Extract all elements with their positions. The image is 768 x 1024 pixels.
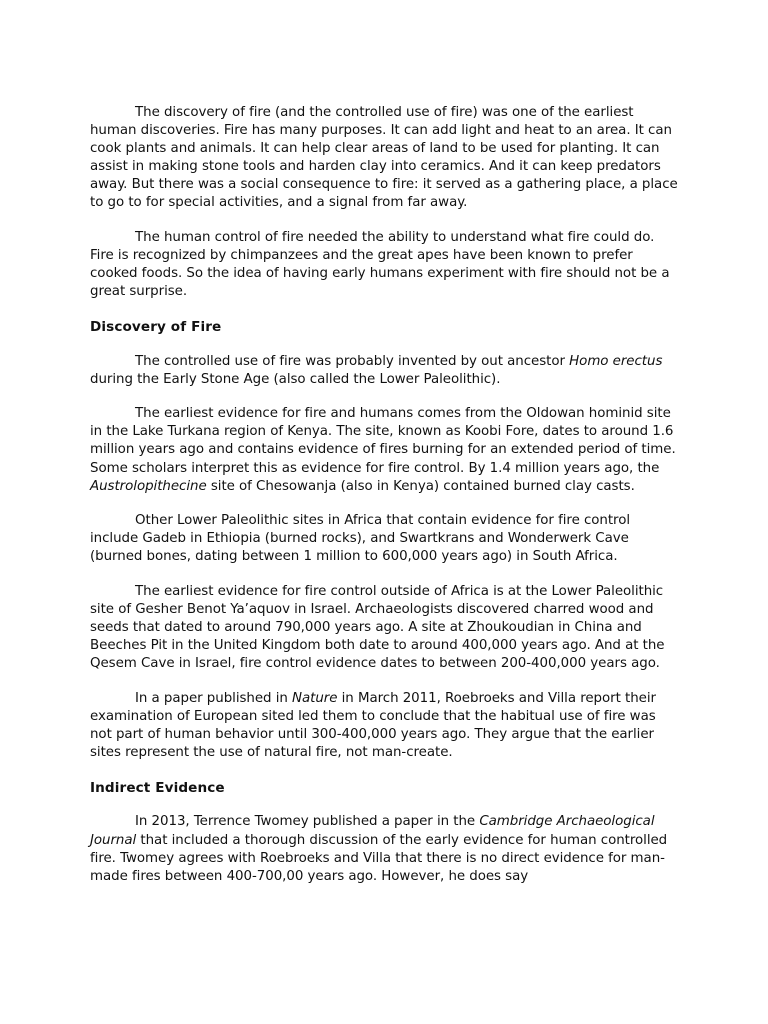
body-paragraph <box>90 813 680 885</box>
body-paragraph <box>90 690 680 762</box>
italic-term: Cambridge Archaeological Journal <box>90 814 655 848</box>
italic-term: Nature <box>292 690 338 706</box>
paragraph-text: during the Early Stone Age (also called the Lower Paleolithic). <box>90 371 501 387</box>
document-body <box>90 104 680 902</box>
body-paragraph: The human control of fire needed the ability to understand what fire could do. Fire is recognized by chimpanzees and the great apes have been known to prefer cooked foods. So the idea of having early humans experiment with fire should not be a great surprise. <box>90 230 670 300</box>
paragraph-text: In 2013, Terrence Twomey published a paper in the <box>135 814 480 830</box>
body-paragraph <box>90 405 680 495</box>
paragraph-text: In a paper published in <box>135 690 293 706</box>
body-paragraph <box>90 353 680 389</box>
paragraph-text: The controlled use of fire was probably invented by out ancestor <box>135 353 570 369</box>
section-heading: Discovery of Fire <box>90 318 222 335</box>
paragraph-text: The earliest evidence for fire and humans comes from the Oldowan hominid site in the Lake Turkana region of Kenya. The site, known as Koobi Fore, dates to around 1.6 million years ago and contains evidence of fires burning for an extended period of time. Some scholars interpret this as evidence for fire control. By 1.4 million years ago, the <box>90 406 676 476</box>
paragraph-text: site of Chesowanja (also in Kenya) contained burned clay casts. <box>206 478 635 494</box>
body-paragraph: The earliest evidence for fire control outside of Africa is at the Lower Paleolithic site of Gesher Benot Ya’aquov in Israel. Archaeologists discovered charred wood and seeds that dated to around 790,000 years ago. A site at Zhoukoudian in China and Beeches Pit in the United Kingdom both date to around 400,000 years ago. And at the Qesem Cave in Israel, fire control evidence dates to between 200-400,000 years ago. <box>90 583 665 672</box>
italic-term: Austrolopithecine <box>90 478 207 494</box>
body-paragraph: Other Lower Paleolithic sites in Africa that contain evidence for fire control include Gadeb in Ethiopia (burned rocks), and Swartkrans and Wonderwerk Cave (burned bones, dating between 1 million to 600,000 years ago) in South Africa. <box>90 513 631 565</box>
paragraph-text: in March 2011, Roebroeks and Villa report their examination of European sited led them to conclude that the habitual use of fire was not part of human behavior until 300-400,000 years ago. They argue that the earlier sites represent the use of natural fire, not man-create. <box>90 690 656 761</box>
paragraph-text: that included a thorough discussion of the early evidence for human controlled fire. Twomey agrees with Roebroeks and Villa that there is no direct evidence for man-made fires between 400-700,00 years ago. However, he does say <box>90 832 668 884</box>
section-heading: Indirect Evidence <box>90 779 225 796</box>
italic-term: Homo erectus <box>569 353 663 369</box>
body-paragraph: The discovery of fire (and the controlled use of fire) was one of the earliest human discoveries. Fire has many purposes. It can add light and heat to an area. It can cook plants and animals. It can help clear areas of land to be used for planting. It can assist in making stone tools and harden clay into ceramics. And it can keep predators away. But there was a social consequence to fire: it served as a gathering place, a place to go to for special activities, and a signal from far away. <box>90 105 678 211</box>
